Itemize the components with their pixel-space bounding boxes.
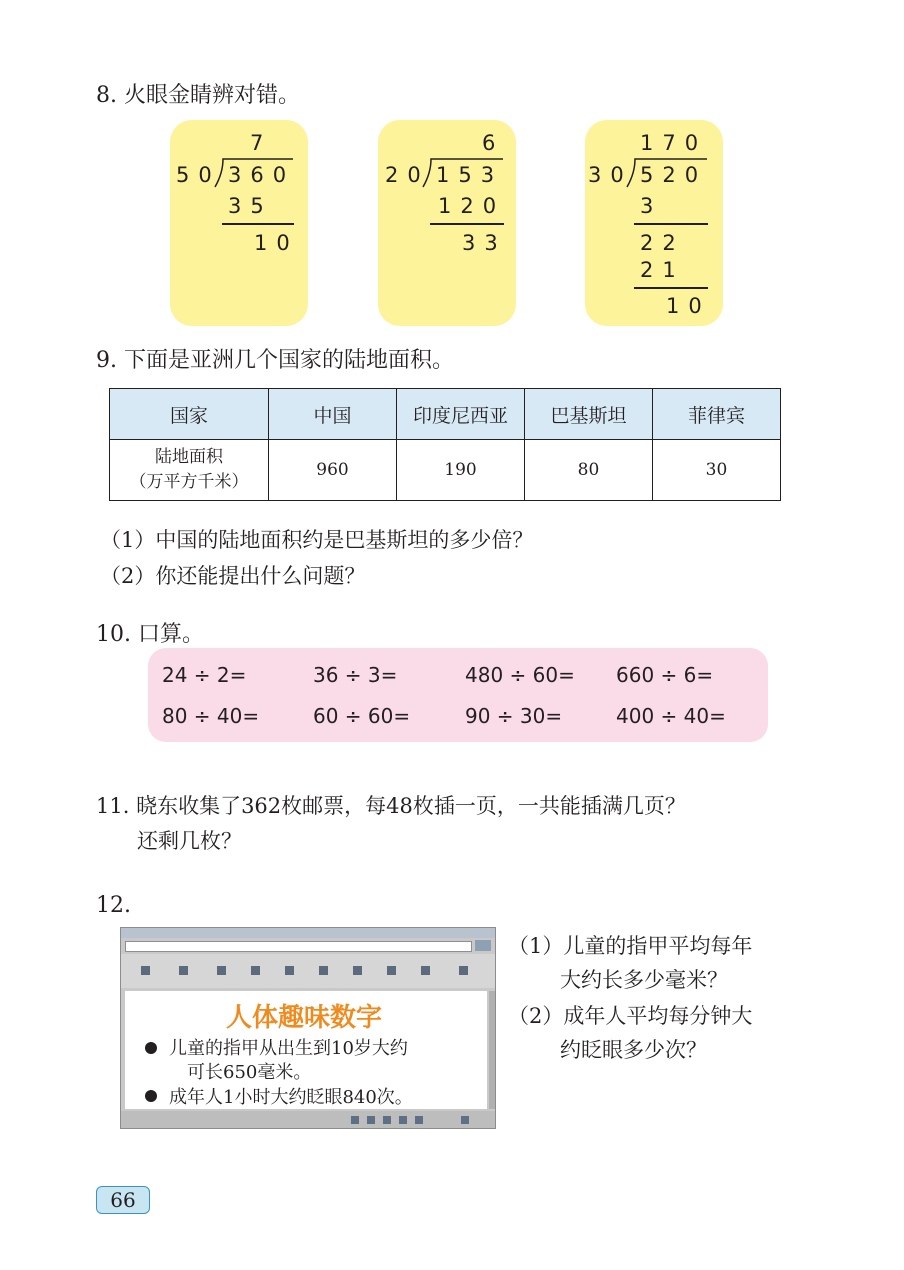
quotient: 6	[482, 131, 505, 155]
math-expression: 400 ÷ 40=	[616, 704, 726, 728]
math-expression: 60 ÷ 60=	[313, 704, 411, 728]
subtraction-line	[430, 223, 504, 225]
table-header-cell: 巴基斯坦	[525, 389, 653, 440]
quotient: 170	[640, 131, 708, 155]
land-area-table	[109, 388, 781, 501]
taskbar	[121, 1111, 495, 1128]
row-label-line: 陆地面积	[155, 447, 223, 467]
q9-sub-question-1: （1）中国的陆地面积约是巴基斯坦的多少倍？	[100, 528, 534, 552]
quotient: 7	[250, 131, 273, 155]
q12-sub-question-2-line-1: （2）成年人平均每分钟大	[508, 1004, 753, 1028]
math-expression: 80 ÷ 40=	[162, 704, 260, 728]
scrollbar	[489, 991, 495, 1109]
table-row	[110, 440, 781, 501]
toolbar-icon	[319, 966, 328, 975]
table-cell: 190	[397, 440, 525, 501]
fact-1-line-1: 儿童的指甲从出生到10岁大约	[169, 1038, 408, 1059]
page-number: 66	[96, 1186, 150, 1214]
window-title-bar	[121, 928, 495, 938]
remainder: 10	[254, 231, 299, 255]
row-label	[110, 440, 269, 501]
table-header-cell: 国家	[110, 389, 269, 440]
product: 35	[228, 194, 273, 218]
taskbar-icon	[367, 1116, 375, 1124]
browser-screenshot	[120, 927, 496, 1129]
subtraction-line	[634, 223, 708, 225]
taskbar-icon	[383, 1116, 391, 1124]
address-bar	[125, 941, 472, 952]
math-expression: 90 ÷ 30=	[465, 704, 563, 728]
divisor: 50	[176, 163, 221, 187]
table-header-cell: 中国	[269, 389, 397, 440]
browser-toolbar	[121, 954, 495, 988]
dividend: 520	[640, 163, 708, 187]
product: 21	[640, 258, 685, 282]
table-cell: 30	[653, 440, 781, 501]
q9-sub-question-2: （2）你还能提出什么问题？	[100, 564, 366, 588]
toolbar-icon	[285, 966, 294, 975]
q12-sub-question-2-line-2: 约眨眼多少次？	[560, 1038, 707, 1062]
q8-title: 8. 火眼金睛辨对错。	[96, 83, 300, 108]
partial-difference: 22	[640, 231, 685, 255]
fact-1-line-2: 可长650毫米。	[187, 1062, 312, 1083]
q12-sub-question-1-line-1: （1）儿童的指甲平均每年	[508, 934, 753, 958]
toolbar-icon	[141, 966, 150, 975]
toolbar-icon	[421, 966, 430, 975]
bullet-icon	[145, 1090, 157, 1102]
table-header-row	[110, 389, 781, 440]
screen-title: 人体趣味数字	[225, 1003, 382, 1033]
toolbar-icon	[387, 966, 396, 975]
remainder: 10	[666, 294, 711, 318]
table-header-cell: 印度尼西亚	[397, 389, 525, 440]
q10-title: 10. 口算。	[96, 622, 204, 647]
bullet-icon	[145, 1042, 157, 1054]
table-cell: 960	[269, 440, 397, 501]
taskbar-icon	[399, 1116, 407, 1124]
math-expression: 480 ÷ 60=	[465, 663, 575, 687]
toolbar-icon	[459, 966, 468, 975]
q11-line-2: 还剩几枚？	[137, 829, 242, 853]
product: 3	[640, 194, 663, 218]
table-cell: 80	[525, 440, 653, 501]
remainder: 33	[462, 231, 507, 255]
divisor: 30	[588, 163, 633, 187]
dividend: 153	[436, 163, 504, 187]
toolbar-icon	[217, 966, 226, 975]
taskbar-icon	[415, 1116, 423, 1124]
mental-math-box	[148, 648, 768, 742]
taskbar-icon	[351, 1116, 359, 1124]
toolbar-icon	[179, 966, 188, 975]
q11-line-1: 11. 晓东收集了362枚邮票，每48枚插一页，一共能插满几页？	[96, 794, 686, 818]
math-expression: 660 ÷ 6=	[616, 663, 714, 687]
product: 120	[438, 194, 506, 218]
q9-title: 9. 下面是亚洲几个国家的陆地面积。	[96, 348, 454, 373]
subtraction-line	[634, 287, 708, 289]
toolbar-icon	[353, 966, 362, 975]
taskbar-icon	[461, 1116, 469, 1124]
divisor: 20	[385, 163, 430, 187]
table-header-cell: 菲律宾	[653, 389, 781, 440]
fact-2: 成年人1小时大约眨眼840次。	[169, 1087, 413, 1108]
dividend: 360	[228, 163, 296, 187]
math-expression: 24 ÷ 2=	[162, 663, 247, 687]
subtraction-line	[222, 223, 294, 225]
go-icon	[475, 940, 491, 951]
q12-sub-question-1-line-2: 大约长多少毫米？	[560, 968, 728, 992]
math-expression: 36 ÷ 3=	[313, 663, 398, 687]
toolbar-icon	[251, 966, 260, 975]
q12-title: 12.	[96, 893, 131, 918]
row-label-line: （万平方千米）	[129, 472, 249, 492]
